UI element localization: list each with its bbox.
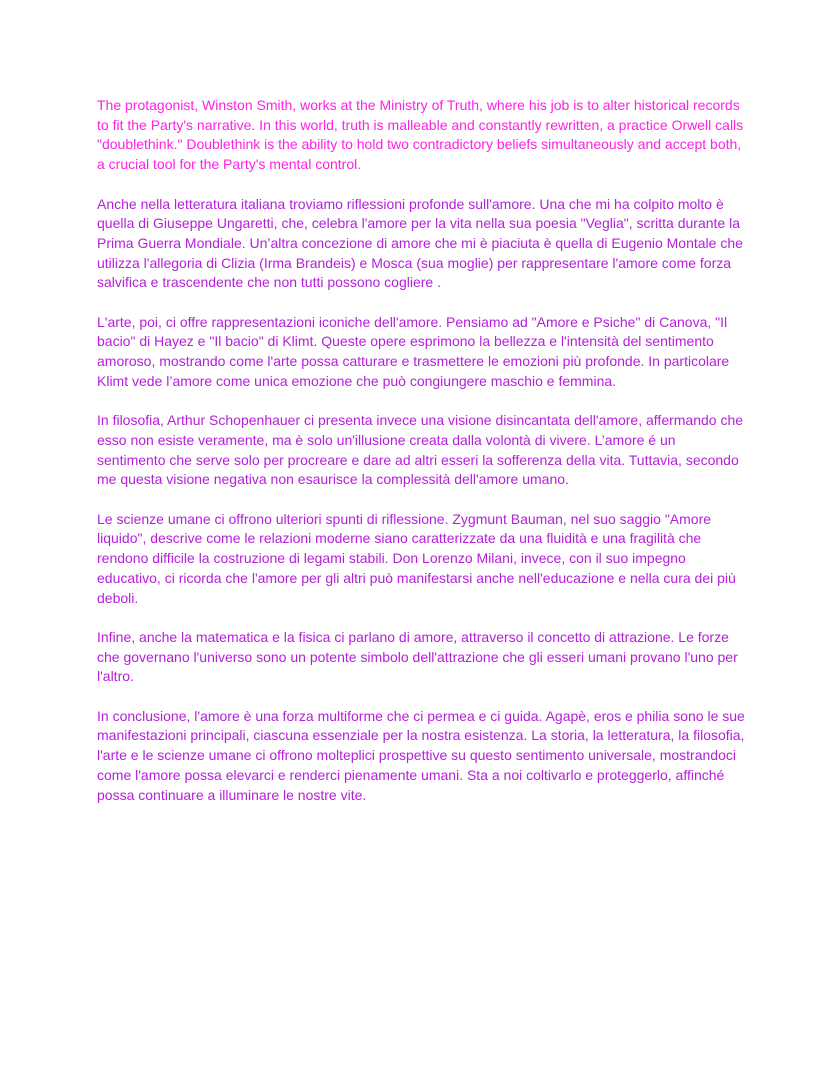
paragraph-arte: L'arte, poi, ci offre rappresentazioni iconiche dell'amore. Pensiamo ad "Amore e Psiche" di Canova, "Il bacio" di Hayez e "Il bacio" di Klimt. Queste opere esprimono la bellezza e l'intensità del sentimento amoroso, mostrando come l'arte possa catturare e trasmettere le emozioni più profonde. In particolare Klimt vede l’amore come unica emozione che può congiungere maschio e femmina.: [97, 313, 730, 389]
paragraph-orwell: The protagonist, Winston Smith, works at the Ministry of Truth, where his job is to alter historical records to fit the Party's narrative. In this world, truth is malleable and constantly rewritten, a practice Orwell calls "doublethink." Doublethink is the ability to hold two contradictory beliefs simultaneously and accept both, a crucial tool for the Party's mental control.: [97, 97, 744, 173]
document-page: [97, 96, 747, 825]
paragraph-conclusione: In conclusione, l'amore è una forza multiforme che ci permea e ci guida. Agapè, eros e philia sono le sue manifestazioni principali, ciascuna essenziale per la nostra esistenza. La storia, la letteratura, la filosofia, l'arte e le scienze umane ci offrono molteplici prospettive su questo sentimento universale, mostrandoci come l'amore possa elevarci e renderci pienamente umani. Sta a noi coltivarlo e proteggerlo, affinché possa continuare a illuminare le nostre vite.: [97, 707, 745, 803]
paragraph-scienze-umane: Le scienze umane ci offrono ulteriori spunti di riflessione. Zygmunt Bauman, nel suo saggio "Amore liquido", descrive come le relazioni moderne siano caratterizzate da una fluidità e una fragilità che rendono difficile la costruzione di legami stabili. Don Lorenzo Milani, invece, con il suo impegno educativo, ci ricorda che l'amore per gli altri può manifestarsi anche nell'educazione e nella cura dei più deboli.: [97, 510, 736, 606]
paragraph-filosofia: In filosofia, Arthur Schopenhauer ci presenta invece una visione disincantata dell'amore, affermando che esso non esiste veramente, ma è solo un'illusione creata dalla volontà di vivere. L’amore é un sentimento che serve solo per procreare e dare ad altri esseri la sofferenza della vita. Tuttavia, secondo me questa visione negativa non esaurisce la complessità dell'amore umano.: [97, 412, 744, 488]
paragraph-matematica-fisica: Infine, anche la matematica e la fisica ci parlano di amore, attraverso il concetto di attrazione. Le forze che governano l'universo sono un potente simbolo dell'attrazione che gli esseri umani provano l'uno per l'altro.: [97, 628, 738, 685]
paragraph-letteratura: Anche nella letteratura italiana troviamo riflessioni profonde sull'amore. Una che mi ha colpito molto è quella di Giuseppe Ungaretti, che, celebra l'amore per la vita nella sua poesia "Veglia", scritta durante la Prima Guerra Mondiale. Un’altra concezione di amore che mi è piaciuta è quella di Eugenio Montale che utilizza l'allegoria di Clizia (Irma Brandeis) e Mosca (sua moglie) per rappresentare l'amore come forza salvifica e trascendente che non tutti possono cogliere .: [97, 195, 743, 291]
